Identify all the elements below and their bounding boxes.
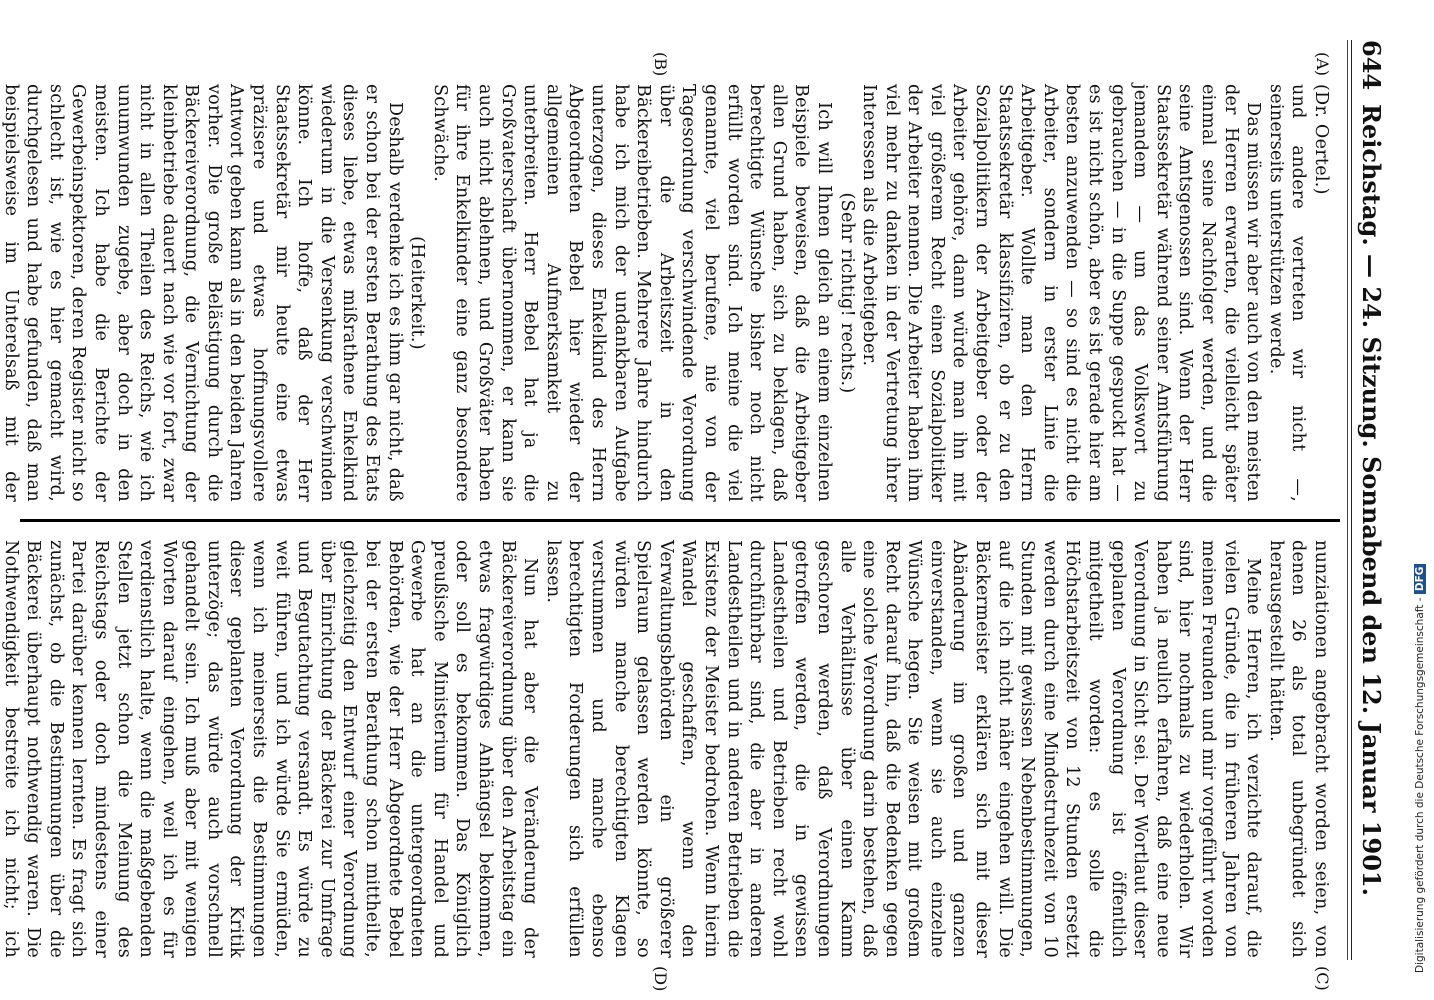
speaker-label: (Dr. Oertel.) [1311, 84, 1331, 195]
paragraph: Nun hat aber die Veränderung der Bäckereiverordnung über den Arbeitstag ein etwas fragwürdiges Anhängsel bekommen, oder soll es bekommen. Das Königlich preußische Ministerium für Handel und Gewerbe hat an die untergeordneten Behörden, wie der Herr Abgeordnete Bebel bei der ersten Berathung schon mittheilte, gleichzeitig den Entwurf einer Verordnung über Einrichtung der Bäckerei zur Umfrage und Begutachtung versandt. Es würde zu weit führen, und ich würde Sie ermüden, wenn ich meinerseits die Bestimmungen dieser geplanten Verordnung der Kritik unterzöge; das würde auch vorschnell gehandelt sein. Ich muß aber mit wenigen Worten darauf eingehen, weil ich es für verdienstlich halte, wenn die maßgebenden Stellen jetzt schon die Meinung des Reichstags oder doch mindestens einer Partei darüber kennen lernten. Es fragt sich zunächst, ob die Bestimmungen über die Bäckerei überhaupt nothwendig waren. Die Nothwendigkeit bestreite ich nicht; ich [0, 540, 541, 958]
paragraph: Ich will Ihnen gleich an einem einzelnen Beispiele beweisen, daß die Arbeitgeber allen Grund haben, sich zu beklagen, daß berechtigte Wünsche bisher noch nicht erfüllt worden sind. Ich meine die viel genannte, viel berufene, nie von der Tagesordnung verschwindende Verordnung über die Arbeitszeit in den Bäckereibetrieben. Mehrere Jahre hindurch habe ich mich der undankbaren Aufgabe unterzogen, dieses Enkelkind des Herrn Abgeordneten Bebel hier wieder der allgemeinen Aufmerksamkeit zu unterbreiten. Herr Bebel hat ja die Großvaterschaft übernommen, er kann sie auch nicht ablehnen, und Großväter haben für ihre Enkelkinder eine ganz besondere Schwäche. [429, 84, 834, 502]
paragraph: und andere vertreten wir nicht —, seinerseits unterstützen werde. [1265, 84, 1309, 502]
paragraph: nunziationen angebracht worden seien, von denen 26 als total unbegründet sich herausgestellt hätten. [1265, 540, 1331, 958]
paragraph: Meine Herren, ich verzichte darauf, die vielen Gründe, die in früheren Jahren von meinen Freunden und mir vorgeführt worden sind, hier nochmals zu wiederholen. Wir haben ja neulich erfahren, daß eine neue Verordnung in Sicht sei. Der Wortlaut dieser geplanten Verordnung ist öffentlich mitgetheilt worden: es solle die Höchstarbeitszeit von 12 Stunden ersetzt werden durch eine Mindestruhezeit von 10 Stunden mit gewissen Nebenbestimmungen, auf die ich nicht näher eingehen will. Die Bäckermeister erklären sich mit dieser Abänderung im großen und ganzen einverstanden, wenn sie auch einzelne Wünsche hegen. Sie weisen mit großem Recht darauf hin, daß die Bedenken gegen eine solche Verordnung darin bestehen, daß alle Verhältnisse über einen Kamm geschoren werden, daß Verordnungen getroffen werden, die in gewissen Landestheilen und Betrieben recht wohl durchführbar sind, die aber in anderen Landestheilen und in anderen Betrieben die Existenz der Meister bedrohen. Wenn hierin Wandel geschaffen, wenn den Verwaltungsbehörden ein größerer Spielraum gelassen werden könnte, so würden manche berechtigten Klagen verstummen und manche ebenso berechtigten Forderungen sich erfüllen lassen. [542, 540, 1264, 958]
margin-marker-c: (C) [1313, 966, 1332, 991]
right-column [0, 540, 1332, 958]
margin-marker-d: (D) [651, 966, 670, 992]
header-rule [1347, 40, 1348, 960]
interjection: (Heiterkeit.) [407, 236, 428, 350]
page-number: 644 [1357, 40, 1386, 91]
paragraph: Deshalb verdenke ich es ihm gar nicht, daß er schon bei der ersten Berathung des Etats dieses liebe, etwas mißrathene Enkelkind wiederum in die Versenkung verschwinden könne. Ich hoffe, daß der Herr Staatssekretär mir heute eine etwas präzisere und etwas hoffnungsvollere Antwort geben kann als in den beiden Jahren vorher. Die große Belästigung durch die Bäckereiverordnung, die Vernichtung der kleinbetriebe dauert nach wie vor fort, zwar nicht in allen Theilen des Reichs, wie ich unumwunden zugebe, aber doch in den meisten. Ich habe die Berichte der Gewerbeinspektoren, deren Register nicht so schlecht ist, wie es hier gemacht wird, durchgelesen und habe gefunden, daß man beispielsweise im Unterelsaß mit der [0, 84, 405, 502]
interjection: (Sehr richtig! rechts.) [836, 192, 857, 394]
column-divider [20, 519, 1340, 522]
digitization-credit [1412, 8, 1430, 988]
margin-marker-a: (A) [1313, 52, 1332, 77]
credit-text: Digitalisierung gefördert durch die Deutsche Forschungsgemeinschaft - [1414, 597, 1426, 973]
paragraph: Das müssen wir aber auch von den meisten der Herren erwarten, die vielleicht später einmal seine Nachfolger werden, und die seine Amtsgenossen sind. Wenn der Herr Staatssekretär während seiner Amtsführung jemandem — um das Volkswort zu gebrauchen — in die Suppe gespuckt hat — es ist nicht schön, aber es ist gerade hier am besten anzuwenden — so sind es nicht die Arbeiter, sondern in erster Linie die Arbeitgeber. Wollte man den Herrn Staatssekretär klassifiziren, ob er zu den Sozialpolitikern der Arbeitgeber oder der Arbeiter gehöre, dann würde man ihn mit viel größerem Recht einen Sozialpolitiker der Arbeiter nennen. Die Arbeiter haben ihm viel mehr zu danken in der Vertretung ihrer Interessen als die Arbeitgeber. [859, 84, 1264, 502]
left-column [0, 84, 1332, 502]
running-title: Reichstag. — 24. Sitzung. Sonnabend den 12. Januar 1901. [1357, 104, 1386, 896]
dfg-logo: DFG [1414, 564, 1426, 595]
margin-marker-b: (B) [651, 52, 670, 77]
page-header [1351, 40, 1392, 960]
